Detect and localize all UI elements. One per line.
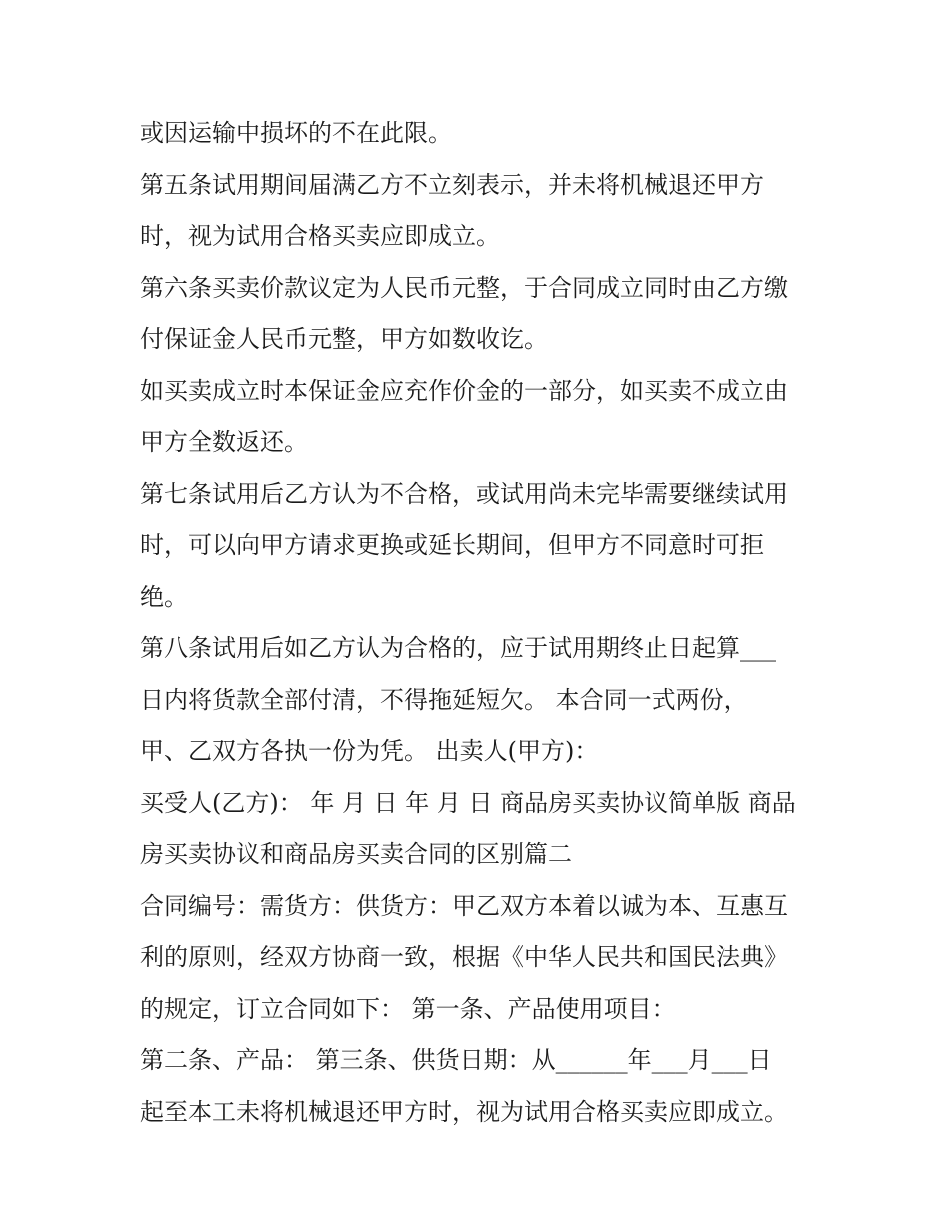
text-line: 的规定，订立合同如下： 第一条、产品使用项目：	[140, 994, 676, 1023]
text-line: 付保证金人民币元整，甲方如数收讫。	[140, 325, 548, 353]
text-line: 绝。	[140, 582, 188, 611]
text-line: 如买卖成立时本保证金应充作价金的一部分，如买卖不成立由	[140, 376, 788, 405]
text-line: 合同编号：需货方：供货方：甲乙双方本着以诚为本、互惠互	[140, 891, 788, 920]
text-line: 买受人(乙方)： 年 月 日 年 月 日 商品房买卖协议简单版 商品	[140, 788, 796, 817]
text-line: 甲、乙双方各执一份为凭。 出卖人(甲方)：	[140, 737, 599, 765]
text-line: 第八条试用后如乙方认为合格的，应于试用期终止日起算___	[140, 634, 776, 662]
text-line: 或因运输中损坏的不在此限。	[140, 119, 452, 147]
text-line: 甲方全数返还。	[140, 428, 308, 456]
text-line: 房买卖协议和商品房买卖合同的区别篇二	[140, 840, 572, 868]
text-line: 利的原则，经双方协商一致，根据《中华人民共和国民法典》	[140, 943, 788, 971]
text-line: 第二条、产品： 第三条、供货日期：从______年___月___日	[140, 1046, 772, 1074]
text-line: 第六条买卖价款议定为人民币元整，于合同成立同时由乙方缴	[140, 273, 788, 302]
text-line: 起至本工未将机械退还甲方时，视为试用合格买卖应即成立。	[140, 1097, 788, 1126]
text-line: 时，视为试用合格买卖应即成立。	[140, 222, 500, 250]
text-line: 时，可以向甲方请求更换或延长期间，但甲方不同意时可拒	[140, 531, 764, 559]
text-line: 第七条试用后乙方认为不合格，或试用尚未完毕需要继续试用	[140, 479, 788, 508]
document-body	[140, 108, 830, 1138]
text-line: 第五条试用期间届满乙方不立刻表示，并未将机械退还甲方	[140, 170, 764, 199]
text-line: 日内将货款全部付清，不得拖延短欠。 本合同一式两份，	[140, 685, 748, 714]
